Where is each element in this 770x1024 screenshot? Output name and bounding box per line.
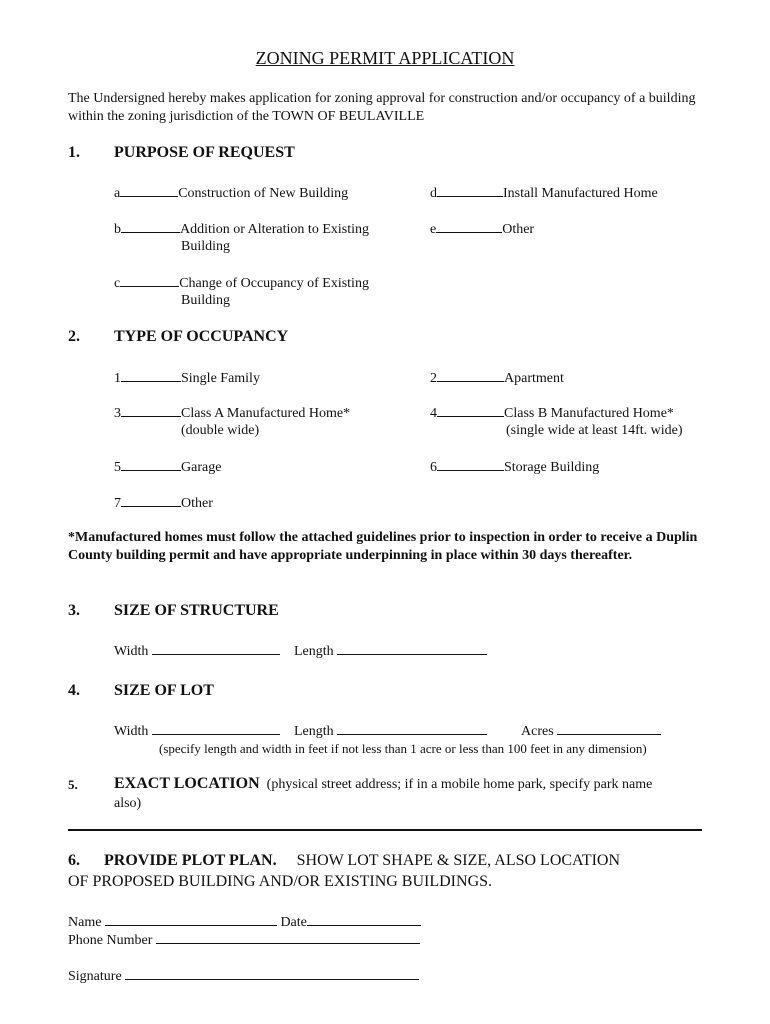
section-3-title: SIZE OF STRUCTURE (114, 602, 279, 619)
occupancy-option-1: 1 Single Family (114, 371, 260, 386)
occupancy-option-7: 7 Other (114, 496, 213, 511)
structure-width-field[interactable] (152, 642, 280, 655)
section-2-number: 2. (68, 328, 80, 345)
location-hint-line2: also) (114, 796, 142, 811)
occupancy-option-6: 6 Storage Building (430, 460, 600, 475)
form-title: ZONING PERMIT APPLICATION (255, 48, 515, 68)
section-1-number: 1. (68, 144, 80, 161)
purpose-option-b-line2: Building (181, 239, 231, 254)
section-1-title: PURPOSE OF REQUEST (114, 144, 295, 161)
occupancy-option-4-line2: (single wide at least 14ft. wide) (506, 423, 683, 438)
purpose-b-blank[interactable] (121, 220, 180, 233)
signature-row: Signature (68, 967, 419, 986)
occupancy-6-blank[interactable] (437, 458, 504, 471)
section-4-title: SIZE OF LOT (114, 682, 214, 699)
name-date-row: Name Date (68, 913, 421, 932)
section-6-title: PROVIDE PLOT PLAN. (104, 852, 277, 869)
name-field[interactable] (105, 913, 277, 926)
section-2-title: TYPE OF OCCUPANCY (114, 328, 289, 345)
occupancy-option-3: 3 Class A Manufactured Home* (114, 406, 351, 421)
location-divider (68, 829, 702, 831)
phone-row: Phone Number (68, 931, 420, 950)
occupancy-4-blank[interactable] (437, 404, 504, 417)
structure-length-field[interactable] (337, 642, 487, 655)
occupancy-1-blank[interactable] (121, 369, 181, 382)
intro-paragraph: The Undersigned hereby makes application for zoning approval for construction and/or occupancy of a building within the zoning jurisdiction of the TOWN OF BEULAVILLE (68, 91, 696, 124)
purpose-option-c-line2: Building (181, 293, 231, 308)
occupancy-option-4: 4 Class B Manufactured Home* (430, 406, 674, 421)
purpose-option-a: a Construction of New Building (114, 186, 349, 201)
purpose-option-b: b Addition or Alteration to Existing (114, 222, 369, 237)
section-5-number: 5. (68, 777, 78, 792)
location-row: EXACT LOCATION (physical street address; if in a mobile home park, specify park name (114, 775, 653, 792)
occupancy-option-5: 5 Garage (114, 460, 222, 475)
occupancy-option-3-line2: (double wide) (181, 423, 260, 438)
section-5-title: EXACT LOCATION (114, 775, 260, 792)
section-3-number: 3. (68, 602, 80, 619)
purpose-option-e: e Other (430, 222, 535, 237)
plot-plan-line2: OF PROPOSED BUILDING AND/OR EXISTING BUILDINGS. (68, 873, 493, 890)
lot-acres-field[interactable] (557, 722, 661, 735)
date-field[interactable] (307, 913, 421, 926)
plot-plan-line1: 6. PROVIDE PLOT PLAN. SHOW LOT SHAPE & SIZE, ALSO LOCATION (68, 852, 621, 869)
occupancy-5-blank[interactable] (121, 458, 181, 471)
purpose-c-blank[interactable] (120, 274, 179, 287)
occupancy-option-2: 2 Apartment (430, 371, 564, 386)
phone-field[interactable] (156, 931, 420, 944)
purpose-e-blank[interactable] (436, 220, 502, 233)
lot-size-row: Width Length (114, 722, 487, 741)
lot-length-field[interactable] (337, 722, 487, 735)
manufactured-homes-note: *Manufactured homes must follow the attached guidelines prior to inspection in order to receive a Duplin County building permit and have appropriate underpinning in place within 30 days thereafter. (68, 530, 698, 563)
purpose-a-blank[interactable] (120, 184, 178, 197)
signature-field[interactable] (125, 967, 419, 980)
purpose-option-c: c Change of Occupancy of Existing (114, 276, 369, 291)
lot-size-hint: (specify length and width in feet if not less than 1 acre or less than 100 feet in any dimension) (159, 741, 647, 756)
occupancy-2-blank[interactable] (437, 369, 504, 382)
lot-acres-row: Acres (521, 722, 661, 741)
lot-width-field[interactable] (152, 722, 280, 735)
structure-size-row: Width Length (114, 642, 487, 661)
occupancy-3-blank[interactable] (121, 404, 181, 417)
section-4-number: 4. (68, 682, 80, 699)
purpose-option-d: d Install Manufactured Home (430, 186, 658, 201)
purpose-d-blank[interactable] (437, 184, 503, 197)
section-6-number: 6. (68, 852, 80, 869)
occupancy-7-blank[interactable] (121, 494, 181, 507)
